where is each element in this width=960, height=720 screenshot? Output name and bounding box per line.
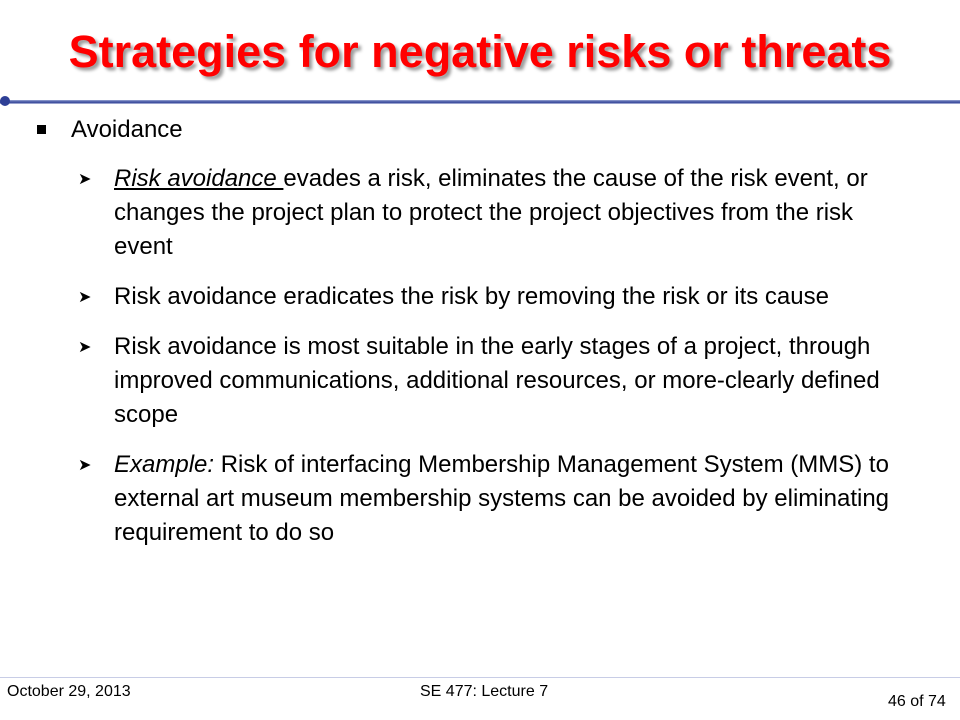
footer-page-number: 46 of 74 [888, 693, 946, 710]
sub-bullet-lead: Risk avoidance [114, 165, 284, 192]
footer-divider [0, 677, 960, 678]
slide-title: Strategies for negative risks or threats [68, 26, 892, 77]
sub-bullet-4 [70, 448, 917, 550]
title-underline [0, 100, 960, 104]
sub-bullet-text: evades a risk, eliminates the cause of the risk event, or changes the project plan to protect the project objectives from the risk event [114, 165, 868, 260]
sub-bullet-text: Risk avoidance eradicates the risk by removing the risk or its cause [114, 283, 829, 310]
footer-course: SE 477: Lecture 7 [420, 683, 549, 700]
sub-bullet-1 [70, 162, 917, 264]
sub-bullet-text: Risk avoidance is most suitable in the early stages of a project, through improved communications, additional resources, or more-clearly defined scope [114, 333, 880, 428]
bullet-avoidance [37, 113, 917, 146]
sub-bullet-2 [70, 280, 917, 314]
bullet-text: Avoidance [71, 116, 183, 143]
sub-bullet-text: Risk of interfacing Membership Management System (MMS) to external art museum membership systems can be avoided by eliminating requirement to do so [114, 451, 890, 546]
footer-date: October 29, 2013 [7, 683, 131, 700]
slide-body [37, 113, 917, 550]
sub-bullet-lead: Example: [114, 451, 215, 478]
square-bullet-icon [37, 125, 46, 134]
arrow-bullet-icon: ➤ [78, 171, 92, 188]
arrow-bullet-icon: ➤ [78, 339, 92, 356]
title-underline-dot [0, 96, 10, 106]
arrow-bullet-icon: ➤ [78, 289, 92, 306]
sub-bullet-3 [70, 330, 917, 432]
arrow-bullet-icon: ➤ [78, 457, 92, 474]
